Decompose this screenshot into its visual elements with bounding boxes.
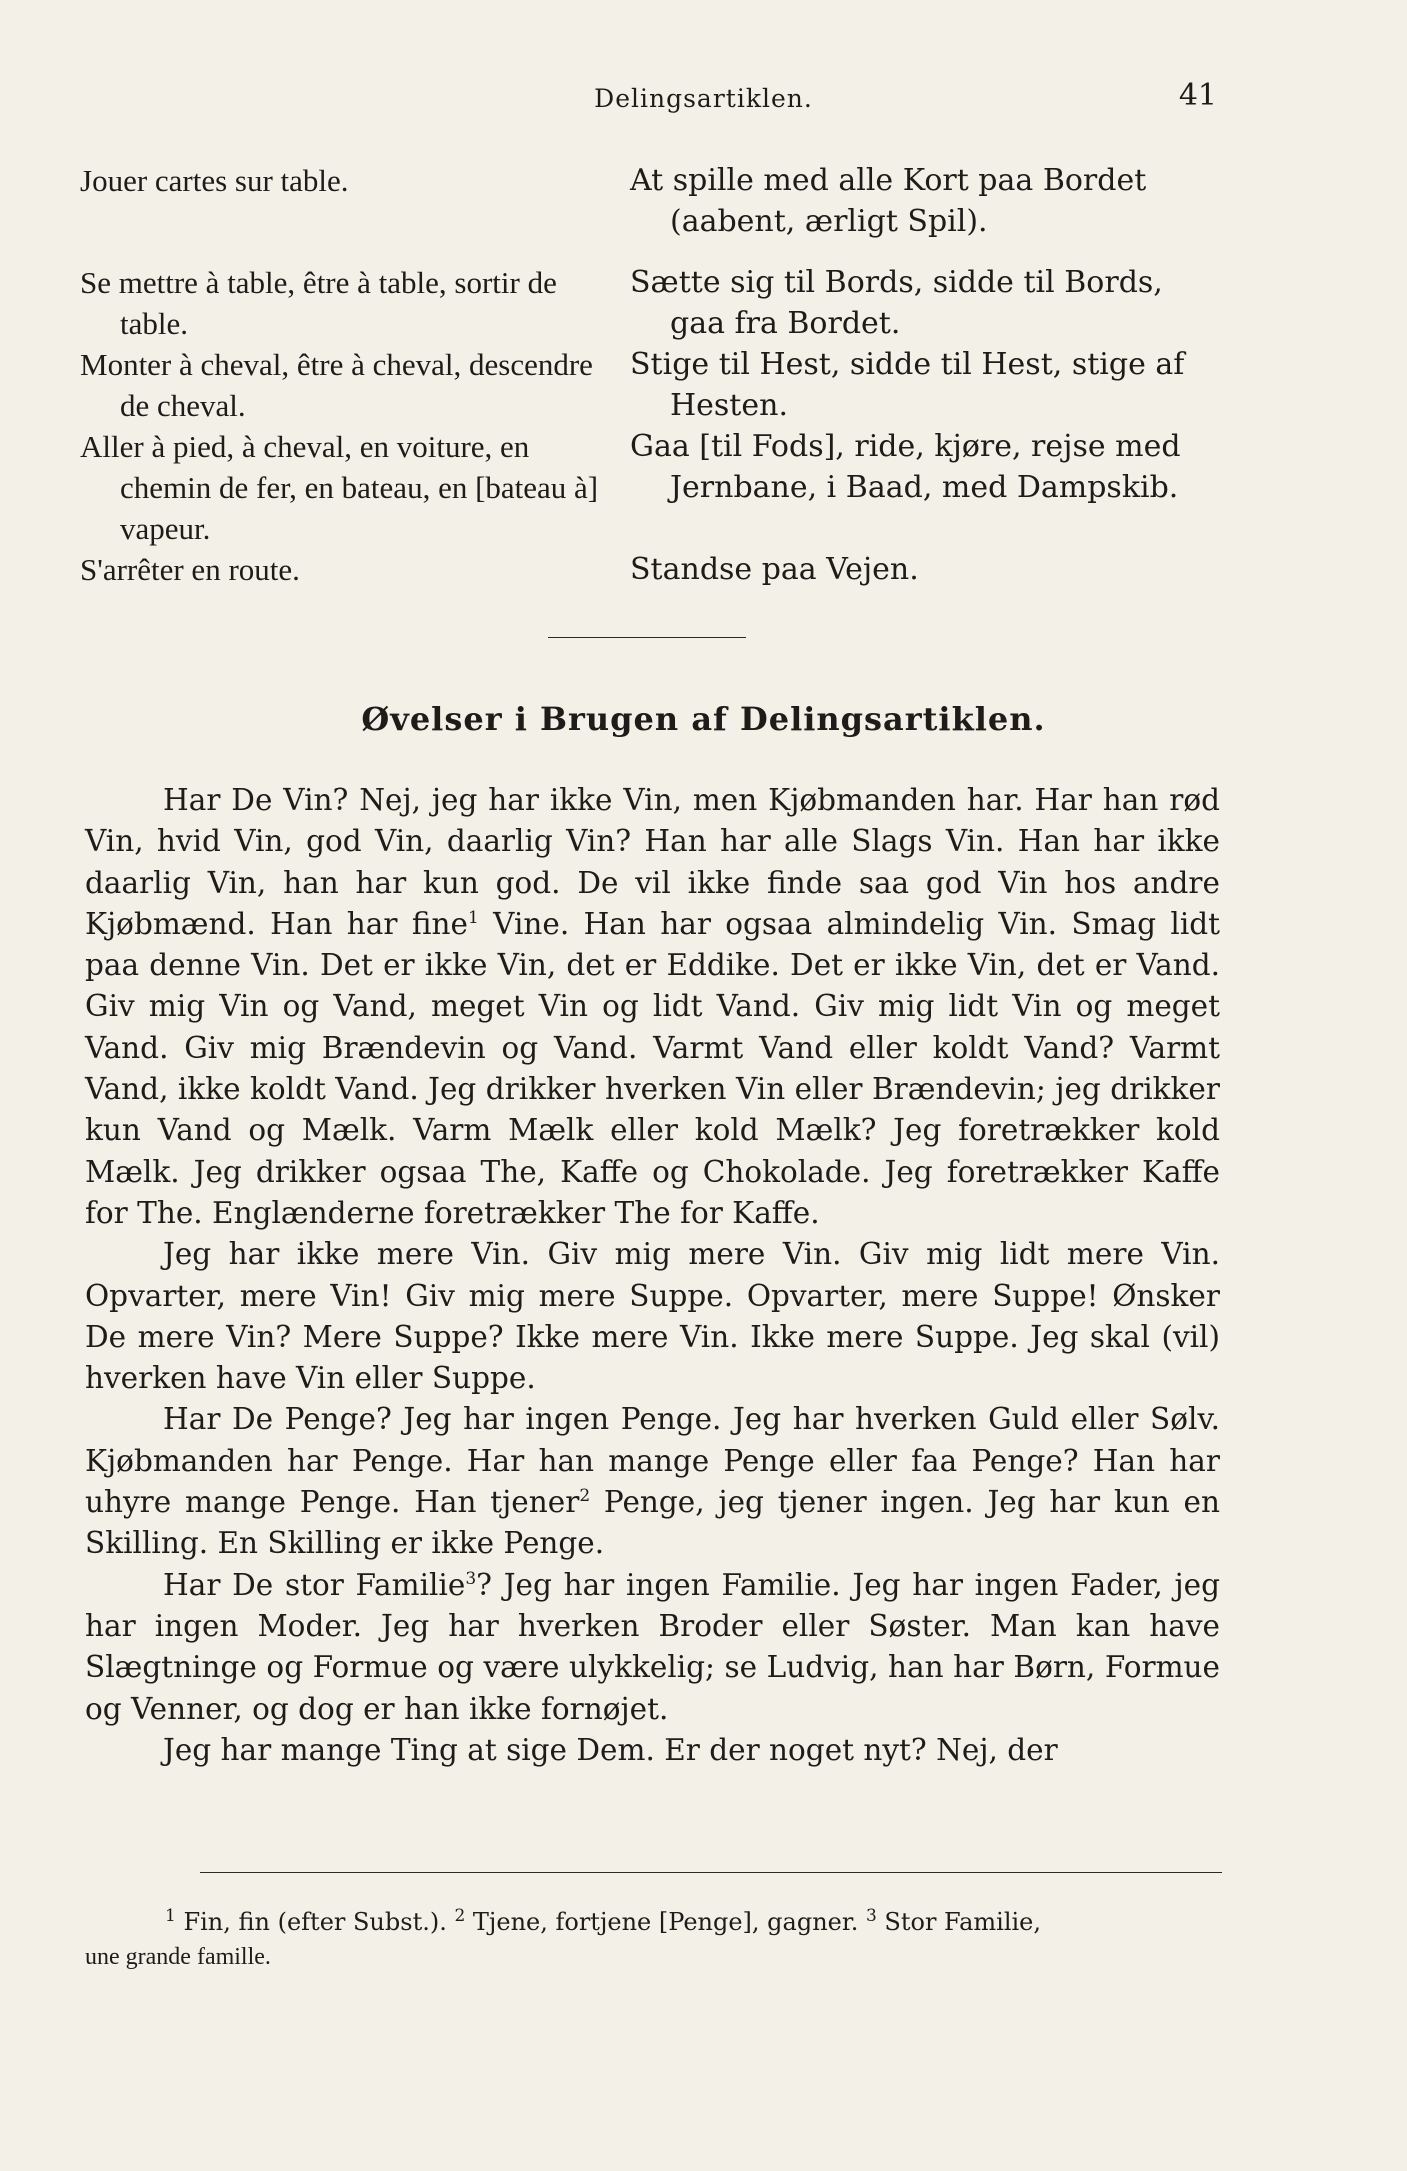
footnote-ref: 3 — [465, 1568, 477, 1589]
french-phrase: Aller à pied, à cheval, en voiture, en chemin de fer, en bateau, en [bateau à] vapeur. — [80, 429, 599, 546]
exercise-text — [85, 780, 1220, 1771]
text-run: Har De Penge? Jeg har ingen Penge. Jeg har hverken Guld eller Sølv. Kjøbmanden har Penge. Har han mange Penge eller faa Penge? Han har uhyre mange Penge. Han tjener — [85, 1402, 1220, 1520]
footnote-text: Tjene, fortjene [Penge], gagner. — [465, 1908, 866, 1936]
phrase-pair — [80, 262, 1220, 344]
footnote-continuation: une grande famille. — [85, 1944, 271, 1970]
french-phrase: S'arrêter en route. — [80, 552, 300, 587]
footnote-line — [85, 1905, 1220, 1940]
running-head — [0, 78, 1407, 118]
french-phrase: Jouer cartes sur table. — [80, 163, 349, 198]
norwegian-phrase: Standse paa Vejen. — [630, 552, 919, 587]
paragraph — [85, 780, 1220, 1234]
paragraph — [85, 1565, 1220, 1730]
paragraph: Jeg har mange Ting at sige Dem. Er der noget nyt? Nej, der — [163, 1732, 1058, 1767]
footnote-ref: 1 — [467, 908, 479, 929]
phrase-pairs — [80, 160, 1220, 590]
phrase-pair — [80, 160, 1220, 242]
norwegian-phrase: Stige til Hest, sidde til Hest, stige af Hesten. — [630, 347, 1185, 423]
footnote-text: Stor Familie, — [876, 1908, 1041, 1936]
section-heading: Øvelser i Brugen af Delingsartiklen. — [361, 700, 1046, 738]
footnote-number: 1 — [165, 1906, 176, 1926]
footnote-number: 3 — [865, 1906, 877, 1926]
footnotes — [85, 1905, 1220, 1975]
french-phrase: Se mettre à table, être à table, sortir de table. — [80, 265, 557, 341]
paragraph — [85, 1399, 1220, 1564]
text-run: Vine. Han har ogsaa almindelig Vin. Smag lidt paa denne Vin. Det er ikke Vin, det er Eddike. Det er ikke Vin, det er Vand. Giv mig Vin og Vand, meget Vin og lidt Vand. Giv mig lidt Vin og meget Vand. Giv mig Brændevin og Vand. Varmt Vand eller koldt Vand? Varmt Vand, ikke koldt Vand. Jeg drikker hverken Vin eller Brændevin; jeg drikker kun Vand og Mælk. Varm Mælk eller kold Mælk? Jeg foretrækker kold Mælk. Jeg drikker ogsaa The, Kaffe og Chokolade. Jeg foretrækker Kaffe for The. Englænderne foretrækker The for Kaffe. — [85, 906, 1221, 1230]
phrase-pair — [80, 426, 1220, 549]
footnote-ref: 2 — [579, 1486, 591, 1507]
norwegian-phrase: At spille med alle Kort paa Bordet (aabent, ærligt Spil). — [630, 163, 1147, 239]
footnote-divider — [200, 1872, 1222, 1873]
running-title: Delingsartiklen. — [594, 84, 813, 113]
text-run: Har De Vin? Nej, jeg har ikke Vin, men Kjøbmanden har. Har han rød Vin, hvid Vin, god Vin, daarlig Vin? Han har alle Slags Vin. Han har ikke daarlig Vin, han har kun god. De vil ikke finde saa god Vin hos andre Kjøbmænd. Han har fine — [85, 783, 1220, 941]
text-run: Penge, jeg tjener ingen. Jeg har kun en Skilling. En Skilling er ikke Penge. — [85, 1485, 1220, 1561]
french-phrase: Monter à cheval, être à cheval, descendre de cheval. — [80, 347, 593, 423]
paragraph: Jeg har ikke mere Vin. Giv mig mere Vin. Giv mig lidt mere Vin. Opvarter, mere Vin! Giv mig mere Suppe. Opvarter, mere Suppe! Ønsker De mere Vin? Mere Suppe? Ikke mere Vin. Ikke mere Suppe. Jeg skal (vil) hverken have Vin eller Suppe. — [85, 1237, 1220, 1396]
text-run: ? Jeg har ingen Familie. Jeg har ingen Fader, jeg har ingen Moder. Jeg har hverken Broder eller Søster. Man kan have Slægtninge og Formue og være ulykkelig; se Ludvig, han har Børn, Formue og Venner, og dog er han ikke fornøjet. — [85, 1567, 1220, 1726]
norwegian-phrase: Gaa [til Fods], ride, kjøre, rejse med Jernbane, i Baad, med Dampskib. — [630, 429, 1181, 505]
section-divider — [548, 637, 746, 638]
page-number: 41 — [1178, 78, 1217, 113]
phrase-pair — [80, 549, 1220, 590]
phrase-pair — [80, 344, 1220, 426]
footnote-number: 2 — [454, 1906, 466, 1926]
norwegian-phrase: Sætte sig til Bords, sidde til Bords, gaa fra Bordet. — [630, 265, 1163, 341]
text-run: Har De stor Familie — [163, 1567, 466, 1602]
footnote-text: Fin, fin (efter Subst.). — [175, 1908, 455, 1936]
